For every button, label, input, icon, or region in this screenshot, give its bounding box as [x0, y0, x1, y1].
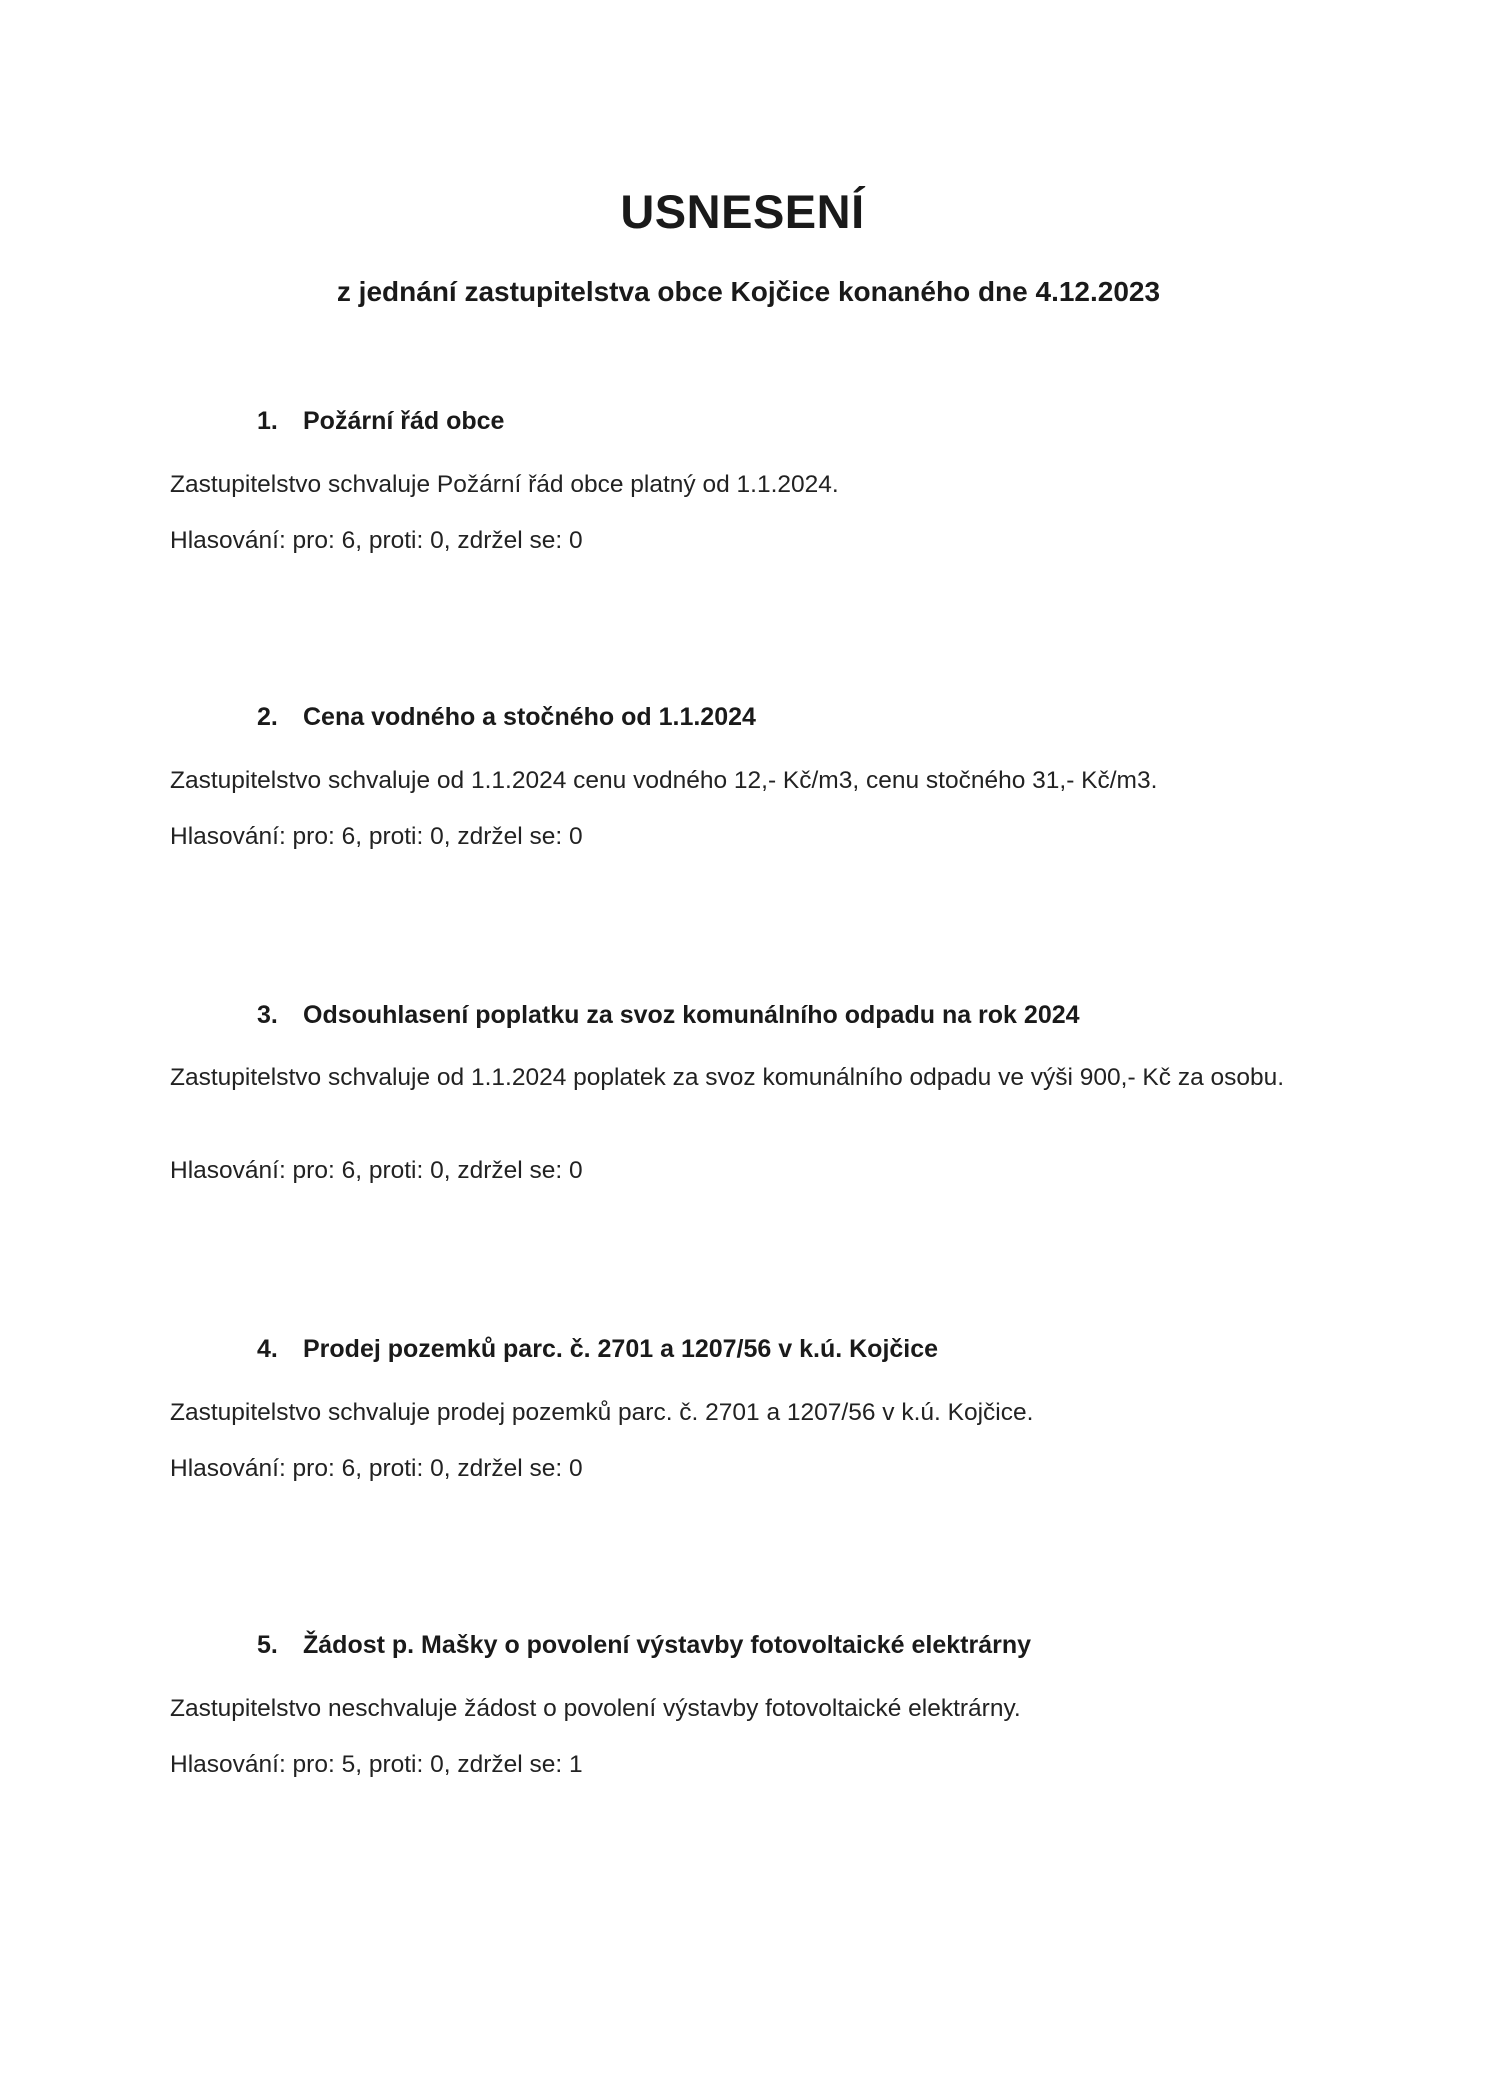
resolution-vote: Hlasování: pro: 6, proti: 0, zdržel se: 0	[170, 1157, 583, 1184]
resolution-heading	[257, 407, 504, 436]
resolution-vote: Hlasování: pro: 5, proti: 0, zdržel se: 1	[170, 1751, 583, 1778]
resolution-title: Prodej pozemků parc. č. 2701 a 1207/56 v k.ú. Kojčice	[303, 1335, 939, 1363]
resolution-text: Zastupitelstvo schvaluje od 1.1.2024 poplatek za svoz komunálního odpadu ve výši 900,- Kč za osobu.	[170, 1064, 1285, 1091]
resolution-vote: Hlasování: pro: 6, proti: 0, zdržel se: 0	[170, 1455, 583, 1482]
resolution-title: Požární řád obce	[303, 407, 505, 435]
resolution-heading	[257, 1335, 938, 1364]
resolution-number: 1.	[257, 407, 278, 435]
resolution-title: Odsouhlasení poplatku za svoz komunálního odpadu na rok 2024	[303, 1001, 1080, 1029]
resolution-title: Žádost p. Mašky o povolení výstavby fotovoltaické elektrárny	[303, 1631, 1032, 1659]
resolution-text: Zastupitelstvo schvaluje prodej pozemků parc. č. 2701 a 1207/56 v k.ú. Kojčice.	[170, 1399, 1034, 1426]
resolution-number: 4.	[257, 1335, 278, 1363]
resolution-heading	[257, 1001, 1080, 1030]
resolution-text: Zastupitelstvo neschvaluje žádost o povolení výstavby fotovoltaické elektrárny.	[170, 1695, 1021, 1722]
resolution-vote: Hlasování: pro: 6, proti: 0, zdržel se: 0	[170, 823, 583, 850]
resolution-number: 5.	[257, 1631, 278, 1659]
resolution-heading	[257, 703, 756, 732]
resolution-text: Zastupitelstvo schvaluje od 1.1.2024 cenu vodného 12,- Kč/m3, cenu stočného 31,- Kč/m3.	[170, 767, 1158, 794]
resolution-title: Cena vodného a stočného od 1.1.2024	[303, 703, 756, 731]
document-subtitle: z jednání zastupitelstva obce Kojčice konaného dne 4.12.2023	[336, 276, 1161, 307]
resolution-text: Zastupitelstvo schvaluje Požární řád obce platný od 1.1.2024.	[170, 471, 839, 498]
resolution-heading	[257, 1631, 1031, 1660]
resolution-number: 3.	[257, 1001, 278, 1029]
resolution-vote: Hlasování: pro: 6, proti: 0, zdržel se: 0	[170, 527, 583, 554]
document-title: USNESENÍ	[620, 185, 865, 238]
resolution-number: 2.	[257, 703, 278, 731]
